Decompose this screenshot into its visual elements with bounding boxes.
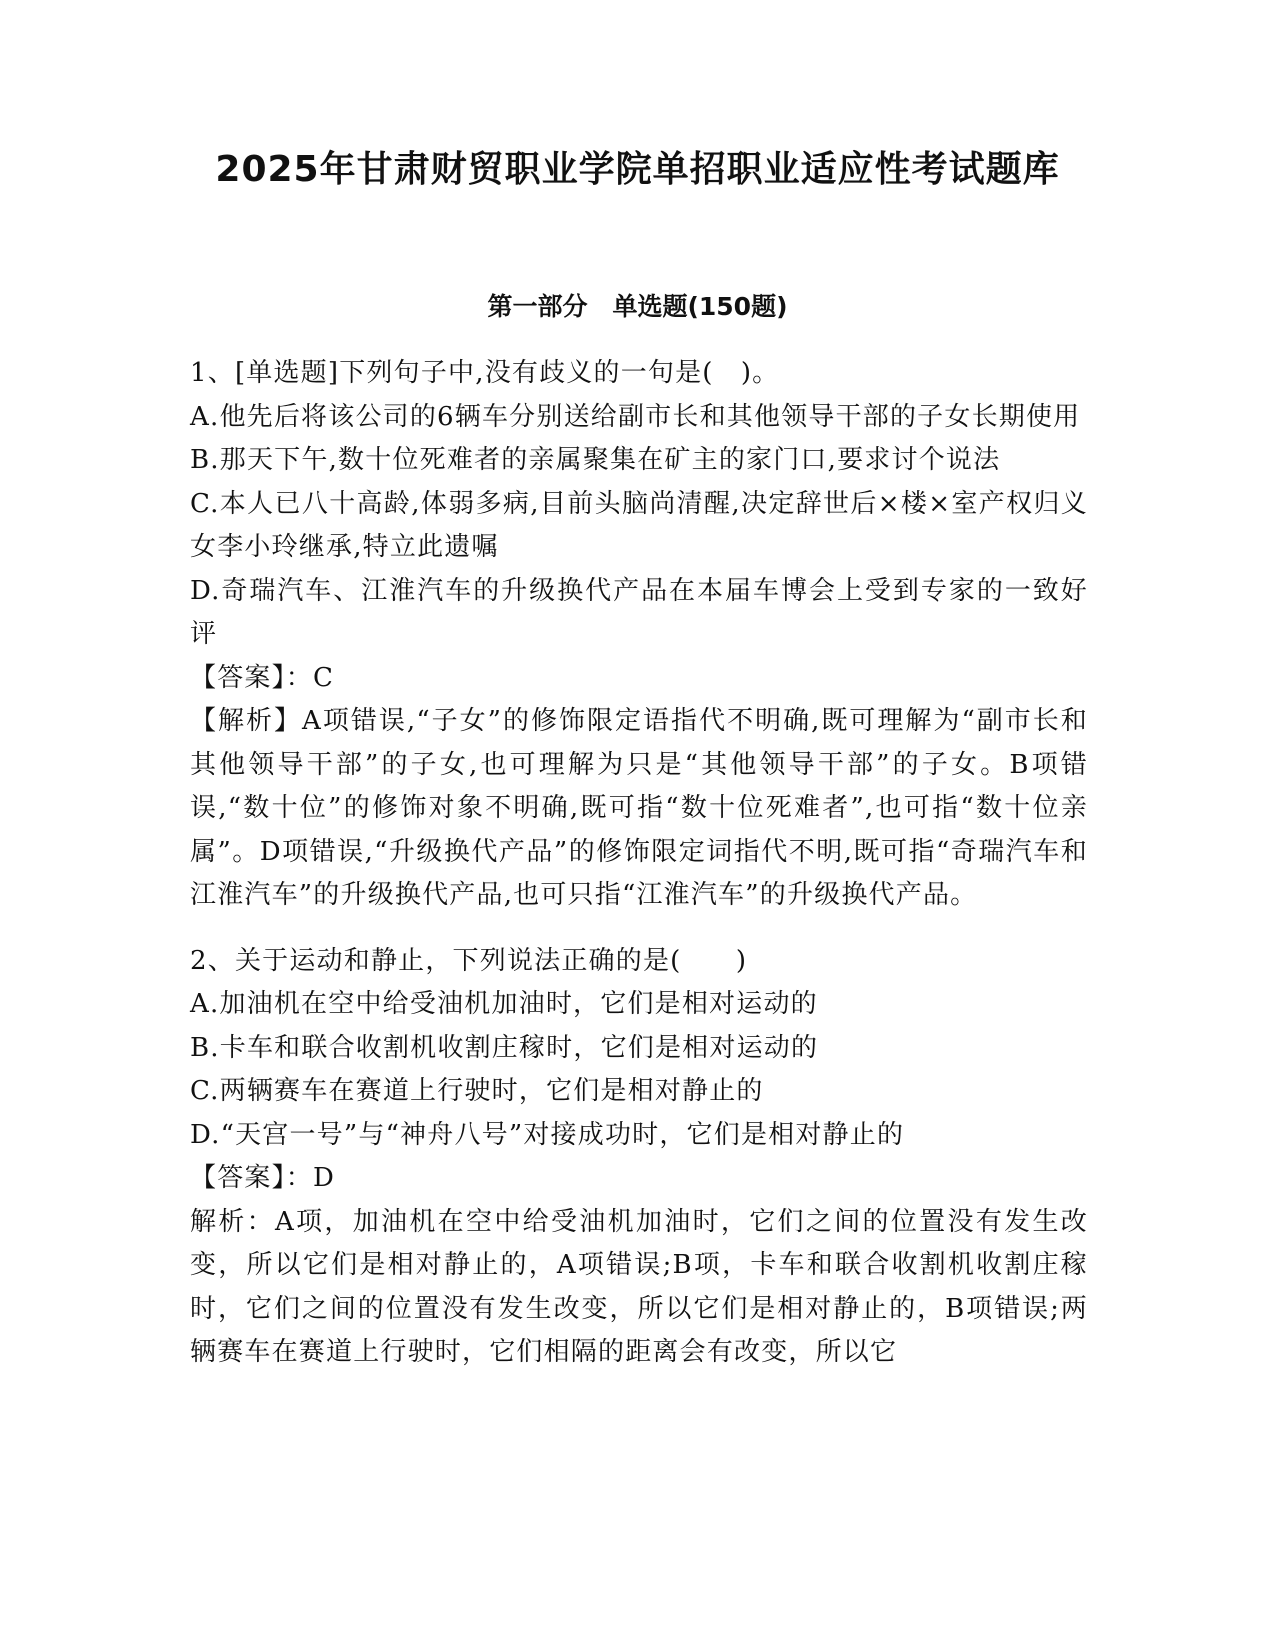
option-d: D.奇瑞汽车、江淮汽车的升级换代产品在本届车博会上受到专家的一致好评 xyxy=(190,575,1088,649)
option-a: A.他先后将该公司的6辆车分别送给副市长和其他领导干部的子女长期使用 xyxy=(190,401,1081,432)
option-c: C.两辆赛车在赛道上行驶时，它们是相对静止的 xyxy=(190,1076,764,1106)
question-1 xyxy=(190,352,1088,918)
question-2 xyxy=(190,940,1088,1375)
option-d: D.“天宫一号”与“神舟八号”对接成功时，它们是相对静止的 xyxy=(190,1119,905,1150)
analysis-text: 解析：A项，加油机在空中给受油机加油时，它们之间的位置没有发生改变，所以它们是相对静止的，A项错误;B项，卡车和联合收割机收割庄稼时，它们之间的位置没有发生改变，所以它们是相对静止的，B项错误;两辆赛车在赛道上行驶时，它们相隔的距离会有改变，所以它 xyxy=(190,1206,1088,1367)
analysis-text: 【解析】A项错误,“子女”的修饰限定语指代不明确,既可理解为“副市长和其他领导干部”的子女,也可理解为只是“其他领导干部”的子女。B项错误,“数十位”的修饰对象不明确,既可指“数十位死难者”,也可指“数十位亲属”。D项错误,“升级换代产品”的修饰限定词指代不明,既可指“奇瑞汽车和江淮汽车”的升级换代产品,也可只指“江淮汽车”的升级换代产品。 xyxy=(190,706,1088,910)
answer-text: 【答案】：D xyxy=(190,1163,336,1193)
section-title: 第一部分 单选题(150题) xyxy=(487,292,788,321)
option-c: C.本人已八十高龄,体弱多病,目前头脑尚清醒,决定辞世后×楼×室产权归义女李小玲继承,特立此遗嘱 xyxy=(190,488,1088,562)
answer-text: 【答案】：C xyxy=(190,662,335,693)
option-a: A.加油机在空中给受油机加油时，它们是相对运动的 xyxy=(190,989,818,1019)
question-stem: 2、关于运动和静止，下列说法正确的是( ) xyxy=(190,945,748,976)
option-b: B.那天下午,数十位死难者的亲属聚集在矿主的家门口,要求讨个说法 xyxy=(190,445,1001,475)
question-list xyxy=(190,352,1088,1375)
question-separator xyxy=(190,918,1088,940)
question-stem: 1、[单选题]下列句子中,没有歧义的一句是( )。 xyxy=(190,358,780,388)
option-b: B.卡车和联合收割机收割庄稼时，它们是相对运动的 xyxy=(190,1032,819,1063)
document-title: 2025年甘肃财贸职业学院单招职业适应性考试题库 xyxy=(215,149,1060,190)
